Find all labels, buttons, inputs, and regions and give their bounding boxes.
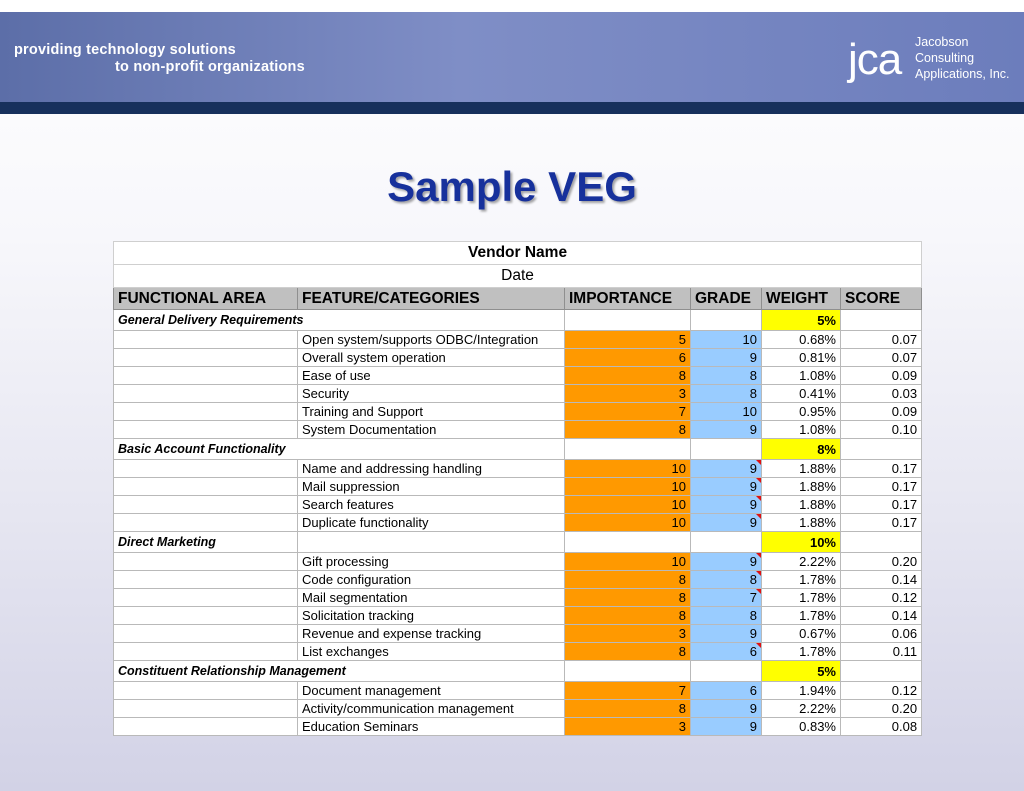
comment-indicator-icon xyxy=(756,478,761,483)
importance-cell[interactable]: 8 xyxy=(565,367,691,385)
feature-cell[interactable]: Mail segmentation xyxy=(298,589,565,607)
importance-cell[interactable]: 10 xyxy=(565,478,691,496)
weight-cell[interactable]: 1.88% xyxy=(762,460,841,478)
slide-header-banner xyxy=(0,12,1024,102)
functional-area-cell[interactable] xyxy=(114,349,298,367)
feature-cell[interactable]: Activity/communication management xyxy=(298,700,565,718)
grade-cell[interactable] xyxy=(691,682,762,700)
slide-title: Sample VEG xyxy=(387,163,637,210)
functional-area-cell[interactable] xyxy=(114,700,298,718)
weight-cell[interactable]: 0.68% xyxy=(762,331,841,349)
veg-table xyxy=(113,241,922,736)
grade-value: 6 xyxy=(749,683,757,698)
importance-cell[interactable]: 10 xyxy=(565,514,691,532)
grade-cell[interactable] xyxy=(691,385,762,403)
feature-cell[interactable]: Duplicate functionality xyxy=(298,514,565,532)
score-cell[interactable]: 0.11 xyxy=(841,643,922,661)
grade-cell[interactable] xyxy=(691,718,762,736)
score-cell[interactable]: 0.17 xyxy=(841,460,922,478)
functional-area-cell[interactable]: Direct Marketing xyxy=(114,532,298,553)
weight-cell[interactable]: 1.88% xyxy=(762,514,841,532)
functional-area-cell[interactable] xyxy=(114,403,298,421)
functional-area-cell[interactable] xyxy=(114,478,298,496)
score-cell[interactable]: 0.14 xyxy=(841,571,922,589)
score-cell[interactable]: 0.17 xyxy=(841,478,922,496)
importance-cell[interactable]: 8 xyxy=(565,571,691,589)
grade-value: 8 xyxy=(749,608,757,623)
score-cell[interactable]: 0.20 xyxy=(841,553,922,571)
feature-cell[interactable]: Gift processing xyxy=(298,553,565,571)
weight-cell[interactable]: 2.22% xyxy=(762,553,841,571)
logo-line-3: Applications, Inc. xyxy=(915,67,1010,81)
logo-line-1: Jacobson xyxy=(915,35,969,49)
grade-cell[interactable] xyxy=(691,478,762,496)
feature-cell[interactable]: Education Seminars xyxy=(298,718,565,736)
feature-cell[interactable] xyxy=(298,532,565,553)
grade-value: 8 xyxy=(749,572,757,587)
weight-cell[interactable]: 0.81% xyxy=(762,349,841,367)
table-row xyxy=(114,367,922,385)
grade-cell[interactable] xyxy=(691,403,762,421)
score-cell[interactable]: 0.07 xyxy=(841,349,922,367)
grade-cell[interactable] xyxy=(691,310,762,331)
score-cell[interactable] xyxy=(841,661,922,682)
table-row xyxy=(114,553,922,571)
score-cell[interactable]: 0.17 xyxy=(841,496,922,514)
score-cell[interactable]: 0.12 xyxy=(841,589,922,607)
score-cell[interactable]: 0.09 xyxy=(841,367,922,385)
weight-cell[interactable]: 1.88% xyxy=(762,496,841,514)
weight-cell[interactable]: 1.78% xyxy=(762,571,841,589)
functional-area-cell[interactable] xyxy=(114,514,298,532)
grade-value: 8 xyxy=(749,386,757,401)
importance-cell[interactable]: 8 xyxy=(565,607,691,625)
weight-cell[interactable]: 0.41% xyxy=(762,385,841,403)
col-header-importance: IMPORTANCE xyxy=(565,288,691,310)
grade-value: 9 xyxy=(749,422,757,437)
table-row xyxy=(114,349,922,367)
tagline-line-2: to non-profit organizations xyxy=(115,59,305,75)
grade-cell[interactable] xyxy=(691,607,762,625)
comment-indicator-icon xyxy=(756,589,761,594)
importance-cell[interactable]: 3 xyxy=(565,385,691,403)
col-header-functional-area: FUNCTIONAL AREA xyxy=(114,288,298,310)
feature-cell[interactable]: Open system/supports ODBC/Integration xyxy=(298,331,565,349)
section-row xyxy=(114,532,922,553)
grade-cell[interactable] xyxy=(691,331,762,349)
weight-cell[interactable]: 1.78% xyxy=(762,607,841,625)
table-row xyxy=(114,718,922,736)
table-row xyxy=(114,421,922,439)
grade-value: 9 xyxy=(749,626,757,641)
grade-cell[interactable] xyxy=(691,589,762,607)
grade-cell[interactable] xyxy=(691,700,762,718)
feature-cell[interactable]: Overall system operation xyxy=(298,349,565,367)
score-cell[interactable]: 0.07 xyxy=(841,331,922,349)
functional-area-cell[interactable] xyxy=(114,553,298,571)
functional-area-cell[interactable] xyxy=(114,460,298,478)
importance-cell[interactable]: 3 xyxy=(565,718,691,736)
importance-cell[interactable]: 5 xyxy=(565,331,691,349)
tagline xyxy=(14,42,305,76)
score-cell[interactable] xyxy=(841,439,922,460)
importance-cell[interactable]: 8 xyxy=(565,589,691,607)
score-cell[interactable]: 0.14 xyxy=(841,607,922,625)
grade-value: 9 xyxy=(749,350,757,365)
importance-cell[interactable]: 3 xyxy=(565,625,691,643)
feature-cell[interactable]: Security xyxy=(298,385,565,403)
score-cell[interactable]: 0.03 xyxy=(841,385,922,403)
feature-cell[interactable]: Revenue and expense tracking xyxy=(298,625,565,643)
comment-indicator-icon xyxy=(756,553,761,558)
weight-cell[interactable]: 1.78% xyxy=(762,589,841,607)
weight-cell[interactable]: 1.08% xyxy=(762,421,841,439)
functional-area-cell[interactable]: General Delivery Requirements xyxy=(114,310,565,331)
table-row xyxy=(114,460,922,478)
col-header-score: SCORE xyxy=(841,288,922,310)
grade-value: 9 xyxy=(749,479,757,494)
functional-area-cell[interactable] xyxy=(114,367,298,385)
table-row xyxy=(114,589,922,607)
table-row xyxy=(114,496,922,514)
score-cell[interactable]: 0.10 xyxy=(841,421,922,439)
importance-cell[interactable]: 6 xyxy=(565,349,691,367)
col-header-weight: WEIGHT xyxy=(762,288,841,310)
functional-area-cell[interactable] xyxy=(114,607,298,625)
table-row xyxy=(114,571,922,589)
grade-value: 9 xyxy=(749,497,757,512)
importance-cell[interactable]: 8 xyxy=(565,643,691,661)
weight-cell[interactable]: 0.95% xyxy=(762,403,841,421)
grade-value: 8 xyxy=(749,368,757,383)
score-cell[interactable]: 0.08 xyxy=(841,718,922,736)
column-header-row xyxy=(114,288,922,310)
functional-area-cell[interactable] xyxy=(114,496,298,514)
grade-cell[interactable] xyxy=(691,349,762,367)
grade-cell[interactable] xyxy=(691,496,762,514)
vendor-name-row xyxy=(114,242,922,265)
section-weight-cell[interactable]: 5% xyxy=(762,310,841,331)
feature-cell[interactable]: System Documentation xyxy=(298,421,565,439)
table-row xyxy=(114,607,922,625)
weight-cell[interactable]: 2.22% xyxy=(762,700,841,718)
feature-cell[interactable]: Ease of use xyxy=(298,367,565,385)
grade-cell[interactable] xyxy=(691,625,762,643)
comment-indicator-icon xyxy=(756,514,761,519)
col-header-grade: GRADE xyxy=(691,288,762,310)
logo-company-name xyxy=(915,34,1010,82)
comment-indicator-icon xyxy=(756,460,761,465)
score-cell[interactable]: 0.09 xyxy=(841,403,922,421)
feature-cell[interactable]: Code configuration xyxy=(298,571,565,589)
comment-indicator-icon xyxy=(756,643,761,648)
feature-cell[interactable]: List exchanges xyxy=(298,643,565,661)
functional-area-cell[interactable] xyxy=(114,718,298,736)
importance-cell[interactable] xyxy=(565,310,691,331)
grade-cell[interactable] xyxy=(691,571,762,589)
grade-cell[interactable] xyxy=(691,553,762,571)
table-row xyxy=(114,385,922,403)
grade-value: 6 xyxy=(749,644,757,659)
feature-cell[interactable]: Document management xyxy=(298,682,565,700)
grade-cell[interactable] xyxy=(691,661,762,682)
functional-area-cell[interactable] xyxy=(114,571,298,589)
importance-cell[interactable] xyxy=(565,661,691,682)
score-cell[interactable]: 0.12 xyxy=(841,682,922,700)
grade-cell[interactable] xyxy=(691,643,762,661)
functional-area-cell[interactable] xyxy=(114,625,298,643)
grade-value: 9 xyxy=(749,554,757,569)
functional-area-cell[interactable] xyxy=(114,421,298,439)
weight-cell[interactable]: 0.83% xyxy=(762,718,841,736)
weight-cell[interactable]: 1.78% xyxy=(762,643,841,661)
grade-cell[interactable] xyxy=(691,421,762,439)
weight-cell[interactable]: 1.94% xyxy=(762,682,841,700)
vendor-name-cell: Vendor Name xyxy=(114,242,922,265)
grade-cell[interactable] xyxy=(691,367,762,385)
table-row xyxy=(114,514,922,532)
table-row xyxy=(114,700,922,718)
weight-cell[interactable]: 1.88% xyxy=(762,478,841,496)
veg-spreadsheet xyxy=(113,241,921,736)
importance-cell[interactable]: 7 xyxy=(565,403,691,421)
grade-value: 9 xyxy=(749,701,757,716)
grade-value: 9 xyxy=(749,461,757,476)
importance-cell[interactable] xyxy=(565,532,691,553)
importance-cell[interactable]: 8 xyxy=(565,421,691,439)
grade-cell[interactable] xyxy=(691,439,762,460)
functional-area-cell[interactable] xyxy=(114,682,298,700)
weight-cell[interactable]: 1.08% xyxy=(762,367,841,385)
functional-area-cell[interactable] xyxy=(114,331,298,349)
functional-area-cell[interactable] xyxy=(114,589,298,607)
section-row xyxy=(114,661,922,682)
score-cell[interactable]: 0.17 xyxy=(841,514,922,532)
section-weight-cell[interactable]: 5% xyxy=(762,661,841,682)
importance-cell[interactable]: 10 xyxy=(565,460,691,478)
header-divider-bar xyxy=(0,102,1024,114)
functional-area-cell[interactable]: Basic Account Functionality xyxy=(114,439,565,460)
logo-mark: jca xyxy=(848,35,902,84)
table-row xyxy=(114,643,922,661)
top-strip xyxy=(0,0,1024,12)
grade-cell[interactable] xyxy=(691,532,762,553)
importance-cell[interactable]: 10 xyxy=(565,553,691,571)
table-row xyxy=(114,625,922,643)
feature-cell[interactable]: Name and addressing handling xyxy=(298,460,565,478)
grade-value: 10 xyxy=(742,404,757,419)
grade-value: 7 xyxy=(749,590,757,605)
functional-area-cell[interactable]: Constituent Relationship Management xyxy=(114,661,565,682)
comment-indicator-icon xyxy=(756,571,761,576)
section-weight-cell[interactable]: 10% xyxy=(762,532,841,553)
section-weight-cell[interactable]: 8% xyxy=(762,439,841,460)
comment-indicator-icon xyxy=(756,496,761,501)
grade-value: 10 xyxy=(742,332,757,347)
feature-cell[interactable]: Mail suppression xyxy=(298,478,565,496)
score-cell[interactable]: 0.06 xyxy=(841,625,922,643)
importance-cell[interactable]: 10 xyxy=(565,496,691,514)
score-cell[interactable] xyxy=(841,532,922,553)
functional-area-cell[interactable] xyxy=(114,385,298,403)
importance-cell[interactable] xyxy=(565,439,691,460)
date-cell: Date xyxy=(114,265,922,288)
table-row xyxy=(114,331,922,349)
weight-cell[interactable]: 0.67% xyxy=(762,625,841,643)
importance-cell[interactable]: 7 xyxy=(565,682,691,700)
col-header-feature-categories: FEATURE/CATEGORIES xyxy=(298,288,565,310)
grade-value: 9 xyxy=(749,719,757,734)
grade-cell[interactable] xyxy=(691,514,762,532)
section-row xyxy=(114,310,922,331)
feature-cell[interactable]: Training and Support xyxy=(298,403,565,421)
tagline-line-1: providing technology solutions xyxy=(14,42,236,58)
grade-cell[interactable] xyxy=(691,460,762,478)
table-row xyxy=(114,478,922,496)
score-cell[interactable]: 0.20 xyxy=(841,700,922,718)
table-row xyxy=(114,682,922,700)
date-row xyxy=(114,265,922,288)
section-row xyxy=(114,439,922,460)
feature-cell[interactable]: Solicitation tracking xyxy=(298,607,565,625)
logo-line-2: Consulting xyxy=(915,51,975,65)
importance-cell[interactable]: 8 xyxy=(565,700,691,718)
feature-cell[interactable]: Search features xyxy=(298,496,565,514)
grade-value: 9 xyxy=(749,515,757,530)
score-cell[interactable] xyxy=(841,310,922,331)
functional-area-cell[interactable] xyxy=(114,643,298,661)
table-row xyxy=(114,403,922,421)
